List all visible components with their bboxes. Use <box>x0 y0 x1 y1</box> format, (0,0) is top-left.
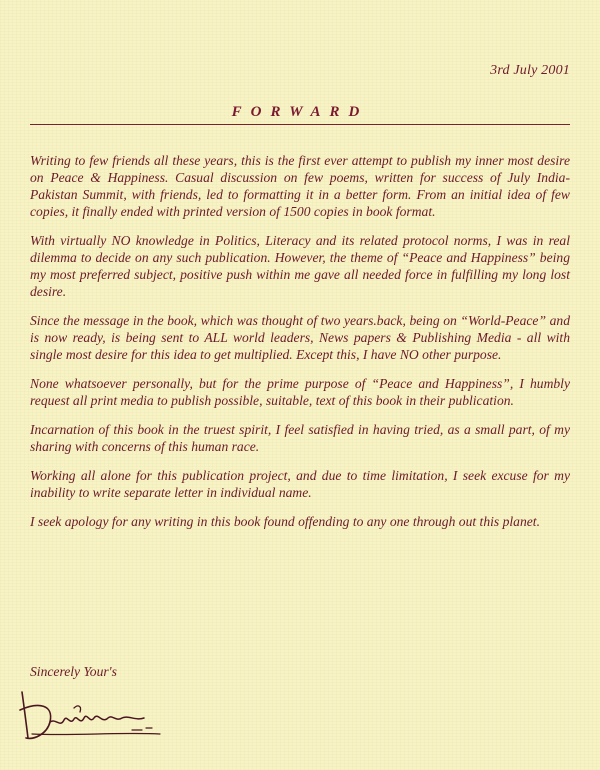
letter-title: FORWARD <box>231 104 369 120</box>
paragraph-2: With virtually NO knowledge in Politics, Literacy and its related protocol norms, I was in real dilemma to decide on any such publication. However, the theme of “Peace and Happiness” being my most preferred subject, positive push within me gave all needed force in fulfilling my long lost desire. <box>30 233 570 299</box>
title-underline <box>30 124 570 125</box>
paragraph-3: Since the message in the book, which was thought of two years.back, being on “World-Peace” and is now ready, is being sent to ALL world leaders, News papers & Publishing Media - all with single most desire for this idea to get multiplied. Except this, I have NO other purpose. <box>30 313 570 362</box>
letter-body <box>30 152 570 542</box>
closing-salutation: Sincerely Your's <box>30 664 117 679</box>
title-row <box>30 104 570 128</box>
paragraph-4: None whatsoever personally, but for the prime purpose of “Peace and Happiness”, I humbly request all print media to publish possible, suitable, text of this book in their publication. <box>30 376 570 408</box>
letter-date: 3rd July 2001 <box>490 63 570 78</box>
handwritten-signature <box>12 688 182 750</box>
paragraph-6: Working all alone for this publication project, and due to time limitation, I seek excuse for my inability to write separate letter in individual name. <box>30 468 570 500</box>
paragraph-5: Incarnation of this book in the truest spirit, I feel satisfied in having tried, as a small part, of my sharing with concerns of this human race. <box>30 422 570 454</box>
paragraph-1: Writing to few friends all these years, this is the first ever attempt to publish my inner most desire on Peace & Happiness. Casual discussion on few poems, written for success of July India-Pakistan Summit, with friends, led to formatting it in a better form. From an initial idea of few copies, it finally ended with printed version of 1500 copies in book format. <box>30 153 570 219</box>
paragraph-7: I seek apology for any writing in this book found offending to any one through out this planet. <box>30 514 540 529</box>
